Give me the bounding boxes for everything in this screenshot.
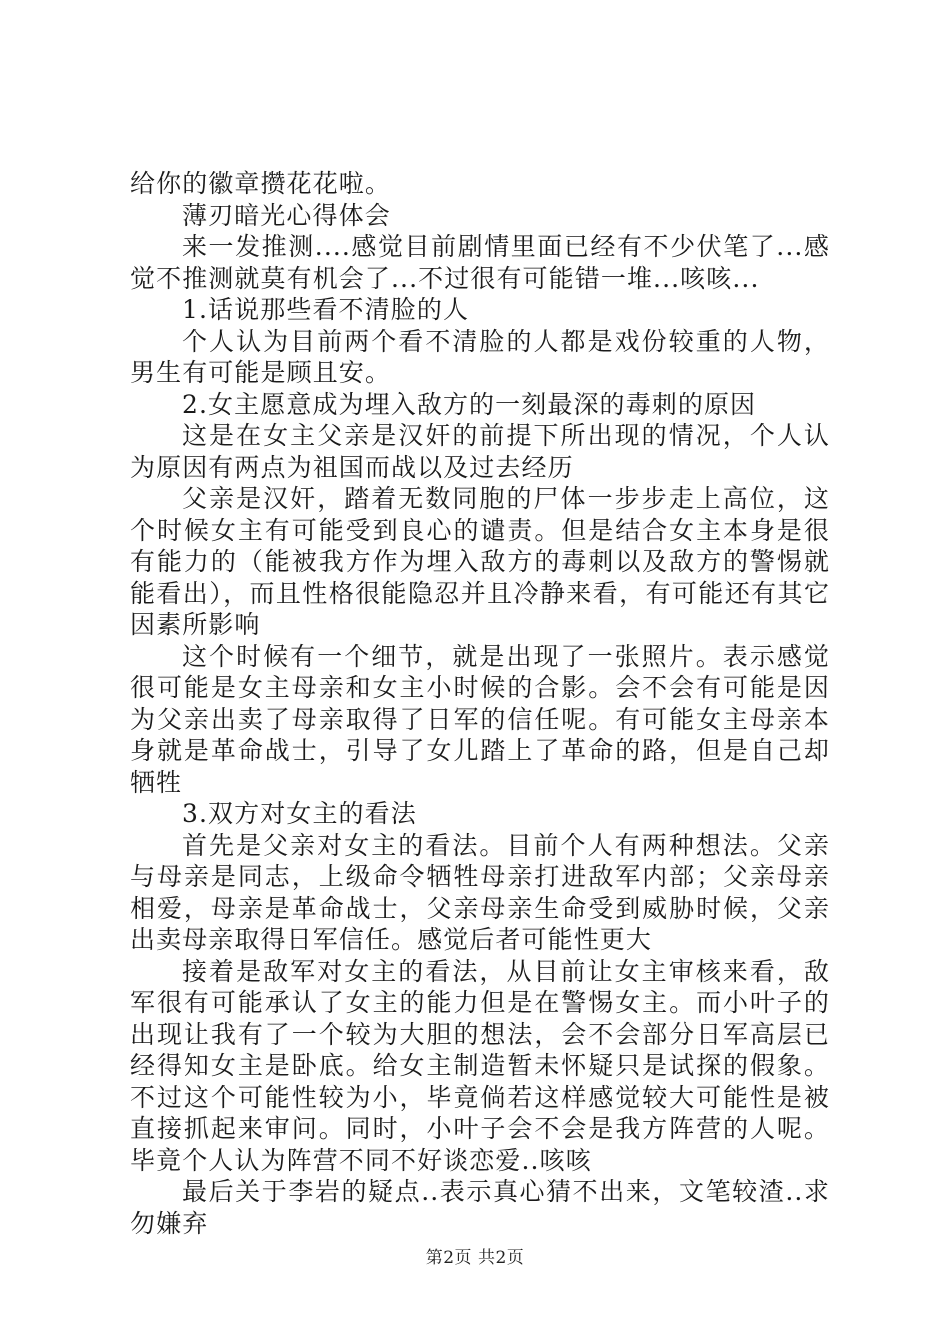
paragraph-section-3a: 首先是父亲对女主的看法。目前个人有两种想法。父亲与母亲是同志，上级命令牺牲母亲打进敌军内部；父亲母亲相爱，母亲是革命战士，父亲母亲生命受到威胁时候，父亲出卖母亲取得日军信任。感觉后者可能性更大 (130, 830, 830, 954)
section-heading-2: 2.女主愿意成为埋入敌方的一刻最深的毒刺的原因 (182, 389, 757, 419)
paragraph-section-2a: 这是在女主父亲是汉奸的前提下所出现的情况，个人认为原因有两点为祖国而战以及过去经历 (130, 421, 830, 482)
document-body (130, 168, 830, 1239)
paragraph-section-2c: 这个时候有一个细节，就是出现了一张照片。表示感觉很可能是女主母亲和女主小时候的合影。会不会有可能是因为父亲出卖了母亲取得了日军的信任呢。有可能女主母亲本身就是革命战士，引导了女儿踏上了革命的路，但是自己却牺牲 (130, 641, 830, 797)
section-heading-1: 1.话说那些看不清脸的人 (182, 295, 470, 324)
paragraph-continuation: 给你的徽章攒花花啦。 (130, 169, 392, 198)
paragraph-section-1: 个人认为目前两个看不清脸的人都是戏份较重的人物，男生有可能是顾且安。 (130, 326, 830, 387)
page-number-footer: 第2页 共2页 (425, 1248, 525, 1268)
paragraph-section-2b: 父亲是汉奸，踏着无数同胞的尸体一步步走上高位，这个时候女主有可能受到良心的谴责。但是结合女主本身是很有能力的（能被我方作为埋入敌方的毒刺以及敌方的警惕就能看出），而且性格很能隐忍并且冷静来看，有可能还有其它因素所影响 (130, 484, 830, 639)
section-heading-3: 3.双方对女主的看法 (182, 799, 417, 828)
paragraph-closing: 最后关于李岩的疑点..表示真心猜不出来，文笔较渣..求勿嫌弃 (130, 1177, 830, 1238)
article-title: 薄刃暗光心得体会 (182, 200, 391, 230)
paragraph-section-3b: 接着是敌军对女主的看法，从目前让女主审核来看，敌军很有可能承认了女主的能力但是在警惕女主。而小叶子的出现让我有了一个较为大胆的想法，会不会部分日军高层已经得知女主是卧底。给女主制造暂未怀疑只是试探的假象。不过这个可能性较为小，毕竟倘若这样感觉较大可能性是被直接抓起来审问。同时，小叶子会不会是我方阵营的人呢。毕竟个人认为阵营不同不好谈恋爱..咳咳 (130, 956, 830, 1175)
paragraph-intro: 来一发推测....感觉目前剧情里面已经有不少伏笔了...感觉不推测就莫有机会了...不过很有可能错一堆...咳咳... (130, 232, 830, 293)
